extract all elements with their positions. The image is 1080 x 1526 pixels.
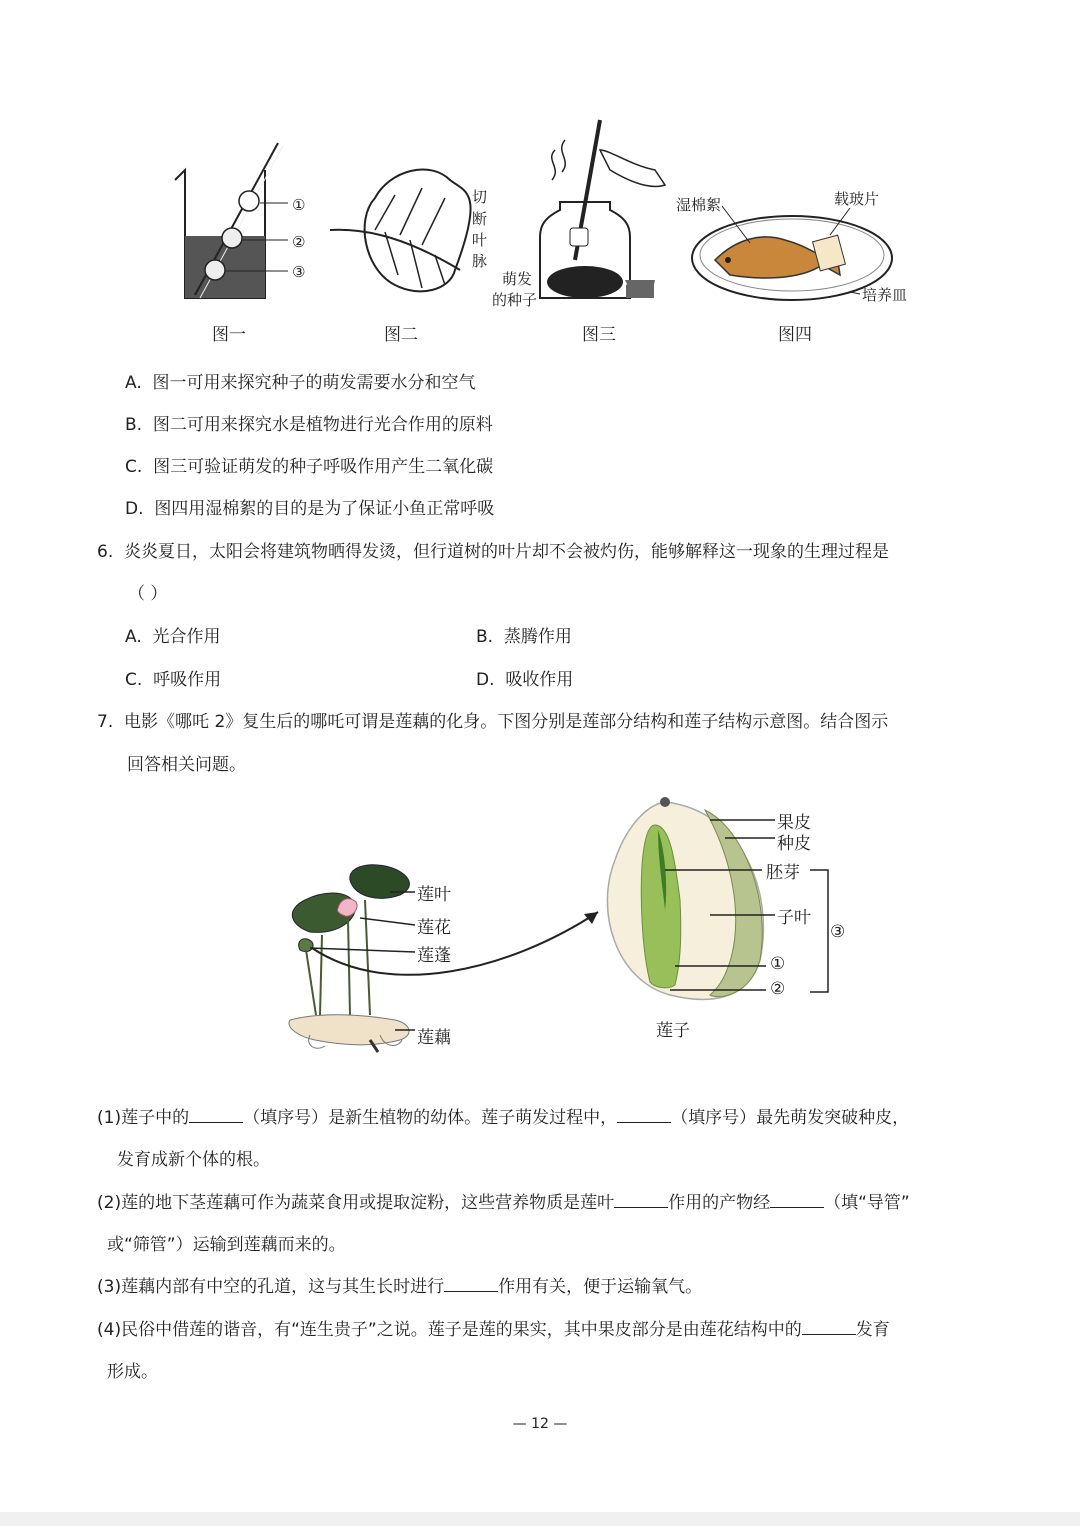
q6-option-b: [476, 622, 572, 647]
fig1-caption: 图一: [212, 325, 246, 345]
label-lotus-pod: 莲蓬: [417, 946, 451, 966]
answer-blank[interactable]: [770, 1193, 824, 1208]
q5-option-c: [125, 452, 493, 477]
subq-text: (4)民俗中借莲的谐音，有“连生贵子”之说。莲子是莲的果实，其中果皮部分是由莲花结构中的: [97, 1320, 802, 1340]
question-number: 7.: [97, 712, 114, 732]
q7-subq-1: [97, 1103, 909, 1128]
q6-stem: [97, 537, 889, 562]
q7-subq-1-line2: 发育成新个体的根。: [117, 1150, 270, 1170]
q7-subq-4-line2: 形成。: [107, 1362, 158, 1382]
lotus-plant-drawing: [289, 865, 409, 1052]
figure-2-leaf: [330, 170, 471, 292]
subq-text: （填序号）最先萌发突破种皮，: [671, 1108, 910, 1128]
label-lotus-flower: 莲花: [417, 918, 451, 938]
label-seed-caption: 莲子: [656, 1021, 690, 1041]
q5-option-b: [125, 410, 493, 435]
fig3-seed-label-line2: 的种子: [492, 291, 538, 309]
fig2-note-char-3: 叶: [472, 231, 488, 249]
question-number: 6.: [97, 542, 114, 562]
q7-subq-3: [97, 1272, 702, 1297]
option-label: D.: [125, 499, 144, 519]
label-seed-coat: 种皮: [777, 834, 811, 854]
option-text: 呼吸作用: [153, 670, 222, 690]
fig2-note-char-2: 断: [472, 210, 488, 228]
fig3-caption: 图三: [582, 325, 616, 345]
fig4-caption: 图四: [778, 325, 812, 345]
subq-text: 发育: [855, 1320, 890, 1340]
option-text: 吸收作用: [505, 670, 574, 690]
answer-blank[interactable]: [614, 1193, 668, 1208]
fig2-note-char-1: 切: [472, 188, 488, 206]
label-lotus-leaf: 莲叶: [417, 885, 451, 905]
option-text: 光合作用: [152, 627, 221, 647]
option-label: D.: [476, 670, 495, 690]
fig1-marker-1: ①: [292, 196, 306, 214]
q7-subq-4: [97, 1315, 890, 1340]
fig2-note-char-4: 脉: [472, 252, 488, 270]
fig2-caption: 图二: [384, 325, 418, 345]
subq-text: (2)莲的地下茎莲藕可作为蔬菜食用或提取淀粉，这些营养物质是莲叶: [97, 1193, 615, 1213]
subq-text: (1)莲子中的: [97, 1108, 190, 1128]
q7-stem-line2: 回答相关问题。: [127, 755, 246, 775]
option-text: 图三可验证萌发的种子呼吸作用产生二氧化碳: [153, 457, 494, 477]
option-label: A.: [125, 627, 142, 647]
figure-3-jar: [540, 120, 665, 298]
answer-blank[interactable]: [189, 1108, 243, 1123]
question-text: 电影《哪吒 2》复生后的哪吒可谓是莲藕的化身。下图分别是莲部分结构和莲子结构示意图。结合图示: [124, 712, 889, 732]
option-text: 图四用湿棉絮的目的是为了保证小鱼正常呼吸: [154, 499, 495, 519]
label-seed-marker-1: ①: [770, 954, 786, 974]
option-label: C.: [125, 670, 143, 690]
subq-text: （填序号）是新生植物的幼体。莲子萌发过程中，: [243, 1108, 618, 1128]
label-seed-marker-3: ③: [830, 922, 846, 942]
bottom-edge: [0, 1512, 1080, 1526]
q6-option-a: [125, 622, 221, 647]
label-seed-bud: 胚芽: [766, 863, 800, 883]
fig4-label-dish: 培养皿: [862, 286, 908, 304]
figure-1-beaker: [175, 143, 288, 298]
q5-option-a: [125, 368, 476, 393]
subq-text: 作用有关，便于运输氧气。: [498, 1277, 703, 1297]
q7-subq-2-line2: 或“筛管”）运输到莲藕而来的。: [107, 1235, 346, 1255]
option-text: 蒸腾作用: [503, 627, 572, 647]
option-text: 图一可用来探究种子的萌发需要水分和空气: [152, 373, 476, 393]
lotus-seed-drawing: [607, 797, 763, 999]
q6-option-c: [125, 665, 221, 690]
question-text: 炎炎夏日，太阳会将建筑物晒得发烫，但行道树的叶片却不会被灼伤，能够解释这一现象的生理过程是: [124, 542, 890, 562]
q7-stem-line1: [97, 707, 888, 732]
option-label: A.: [125, 373, 142, 393]
q5-option-d: [125, 494, 494, 519]
fig3-seed-label-line1: 萌发: [502, 270, 533, 288]
label-seed-cotyledon: 子叶: [777, 908, 811, 928]
option-label: B.: [125, 415, 143, 435]
top-figures: [160, 110, 940, 325]
answer-blank[interactable]: [444, 1277, 498, 1292]
option-label: C.: [125, 457, 143, 477]
q7-subq-2: [97, 1188, 910, 1213]
subq-text: (3)莲藕内部有中空的孔道，这与其生长时进行: [97, 1277, 445, 1297]
fig4-label-cotton: 湿棉絮: [676, 196, 722, 214]
option-label: B.: [476, 627, 494, 647]
answer-blank[interactable]: [617, 1108, 671, 1123]
fig4-label-slide: 载玻片: [834, 190, 880, 208]
answer-blank[interactable]: [802, 1320, 856, 1335]
subq-text: （填“导管”: [824, 1193, 910, 1213]
fig1-marker-3: ③: [292, 263, 306, 281]
fig1-marker-2: ②: [292, 233, 306, 251]
q6-answer-bracket: （ ）: [128, 584, 168, 604]
page-number: — 12 —: [512, 1416, 568, 1432]
label-seed-peel: 果皮: [777, 813, 811, 833]
label-seed-marker-2: ②: [770, 979, 786, 999]
label-lotus-root: 莲藕: [417, 1028, 451, 1048]
subq-text: 作用的产物经: [668, 1193, 771, 1213]
q6-option-d: [476, 665, 573, 690]
option-text: 图二可用来探究水是植物进行光合作用的原料: [152, 415, 493, 435]
